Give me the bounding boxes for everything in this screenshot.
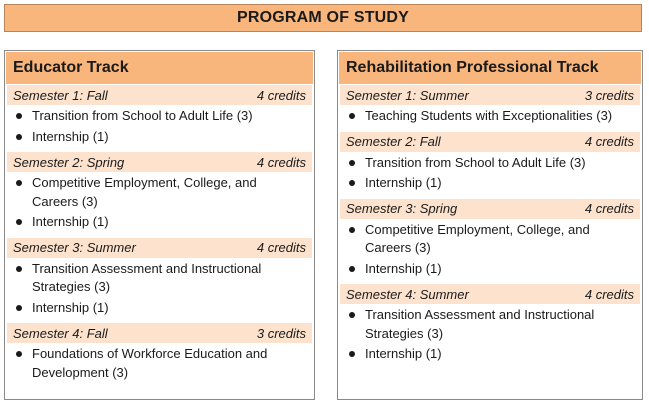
bullet-icon (349, 227, 355, 233)
semester-header (340, 199, 640, 219)
course-item (338, 260, 642, 279)
bullet-icon (16, 219, 22, 225)
course-name: Internship (1) (365, 260, 442, 276)
semester-credits: 4 credits (584, 286, 634, 302)
bullet-icon (16, 134, 22, 140)
bullet-icon (16, 305, 22, 311)
course-list (338, 105, 642, 131)
semester-credits: 4 credits (584, 134, 634, 149)
bullet-icon (349, 113, 355, 119)
semester-credits: 4 credits (584, 201, 634, 216)
course-name: Teaching Students with Exceptionalities (3) (365, 108, 613, 123)
semester-label: Semester 3: Spring (346, 201, 458, 216)
rehabilitation-track-panel (337, 50, 643, 400)
semester-credits: 4 credits (256, 87, 306, 103)
course-item (5, 213, 314, 232)
educator-track-panel (4, 50, 315, 400)
course-item (5, 128, 314, 147)
semester-label: Semester 3: Summer (13, 240, 136, 255)
course-list (5, 172, 314, 237)
semester-header (7, 238, 312, 258)
page-title: PROGRAM OF STUDY (4, 4, 642, 32)
semester-credits: 4 credits (256, 240, 306, 255)
course-list (338, 219, 642, 284)
bullet-icon (349, 160, 355, 166)
semester-credits: 4 credits (256, 154, 306, 170)
course-name: Transition from School to Adult Life (3) (32, 108, 253, 123)
course-name: Internship (1) (365, 175, 442, 190)
course-item (338, 345, 642, 364)
course-item (338, 174, 642, 193)
bullet-icon (16, 113, 22, 119)
course-name: Competitive Employment, College, and Careers (3) (32, 175, 257, 209)
bullet-icon (349, 180, 355, 186)
semester-header (7, 152, 312, 172)
course-item (5, 299, 314, 318)
semester-header (340, 85, 640, 105)
course-name: Internship (1) (32, 128, 109, 144)
semester-label: Semester 2: Spring (13, 154, 125, 170)
bullet-icon (16, 266, 22, 272)
bullet-icon (349, 351, 355, 357)
semester-label: Semester 4: Summer (346, 286, 469, 302)
semester-label: Semester 1: Fall (13, 87, 108, 103)
course-item (338, 107, 642, 126)
course-name: Transition Assessment and Instructional Strategies (3) (365, 307, 595, 341)
course-item (338, 306, 642, 343)
semester-header (7, 323, 312, 343)
course-name: Internship (1) (365, 346, 442, 361)
course-name: Foundations of Workforce Education and Development (3) (32, 346, 268, 380)
course-item (338, 154, 642, 173)
course-list (338, 304, 642, 369)
course-item (5, 107, 314, 126)
course-list (5, 343, 314, 387)
course-list (5, 105, 314, 151)
course-name: Competitive Employment, College, and Careers (3) (365, 221, 590, 255)
semester-label: Semester 2: Fall (346, 134, 441, 149)
semester-label: Semester 4: Fall (13, 325, 108, 341)
course-name: Internship (1) (32, 299, 109, 315)
course-item (5, 345, 314, 382)
semester-header (340, 132, 640, 152)
semester-header (340, 284, 640, 304)
course-name: Transition from School to Adult Life (3) (365, 154, 586, 170)
semester-credits: 3 credits (256, 325, 306, 341)
bullet-icon (349, 312, 355, 318)
semester-header (7, 85, 312, 105)
semester-label: Semester 1: Summer (346, 87, 469, 103)
course-list (338, 152, 642, 198)
track-title: Educator Track (6, 52, 313, 84)
track-title: Rehabilitation Professional Track (339, 52, 641, 84)
semester-credits: 3 credits (584, 87, 634, 103)
course-list (5, 258, 314, 323)
bullet-icon (349, 266, 355, 272)
course-item (338, 221, 642, 258)
course-item (5, 174, 314, 211)
course-name: Internship (1) (32, 214, 109, 229)
course-name: Transition Assessment and Instructional Strategies (3) (32, 260, 262, 294)
bullet-icon (16, 180, 22, 186)
course-item (5, 260, 314, 297)
bullet-icon (16, 351, 22, 357)
